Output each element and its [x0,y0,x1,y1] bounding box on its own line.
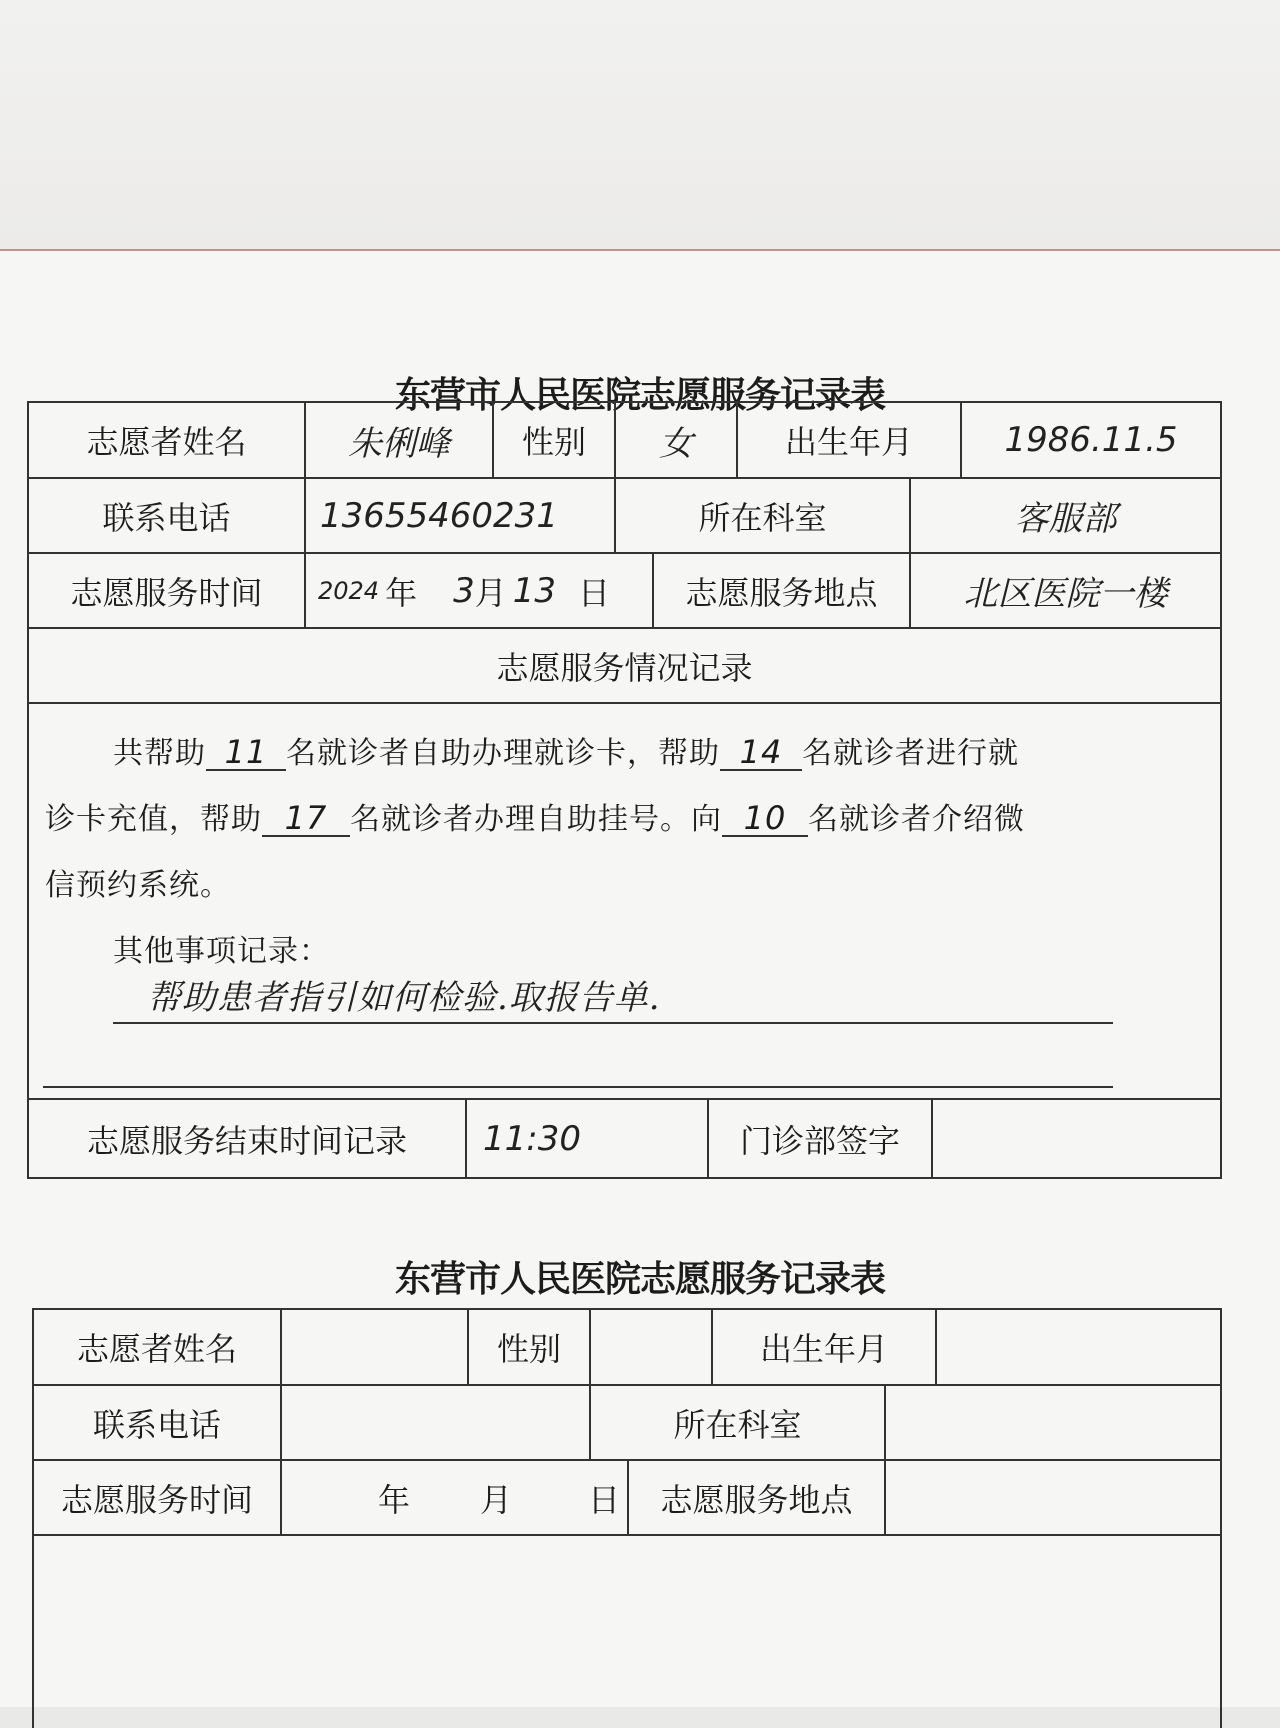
form2-value-name[interactable] [282,1310,469,1386]
form2-record-area [34,1536,1220,1706]
value-phone[interactable]: 13655460231 [306,479,616,554]
label-year: 年 [385,573,418,612]
form2-label-gender: 性别 [469,1310,591,1386]
label-month: 月 [474,573,507,612]
form2-label-month: 月 [480,1480,513,1519]
value-name[interactable]: 朱俐峰 [306,403,494,479]
record-text-1c: 名就诊者进行就 [802,736,1019,771]
record-body [29,704,1220,1100]
form2-value-phone[interactable] [282,1386,591,1461]
value-birth[interactable]: 1986.11.5 [962,403,1220,479]
form2-label-year: 年 [378,1480,411,1519]
record-sheet [0,251,1280,1707]
previous-page-strip [0,0,1280,250]
label-birth: 出生年月 [738,403,962,479]
value-signature[interactable] [933,1100,1220,1177]
label-phone: 联系电话 [29,479,306,554]
value-year: 2024 [318,576,380,605]
count-self-registration[interactable]: 17 [262,801,350,837]
form2-label-day: 日 [588,1480,621,1519]
value-service-date[interactable] [306,554,654,629]
value-dept[interactable]: 客服部 [911,479,1220,554]
form2-value-location[interactable] [886,1461,1220,1536]
record-text-2c: 名就诊者介绍微 [808,802,1025,837]
label-gender: 性别 [494,403,616,479]
other-items-text[interactable]: 帮助患者指引如何检验.取报告单. [147,978,661,1018]
count-card-applied[interactable]: 11 [206,735,286,771]
other-items-label: 其他事项记录： [113,934,330,969]
value-month: 3 [453,570,475,611]
value-location[interactable]: 北区医院一楼 [911,554,1220,629]
value-gender[interactable]: 女 [616,403,738,479]
record-text-2b: 名就诊者办理自助挂号。向 [350,802,722,837]
form2-label-phone: 联系电话 [34,1386,282,1461]
record-line-2 [45,794,1025,838]
form2-value-gender[interactable] [591,1310,713,1386]
record-text-1a: 共帮助 [113,736,206,771]
count-wechat-introduced[interactable]: 10 [722,801,808,837]
label-end-time: 志愿服务结束时间记录 [29,1100,467,1177]
form2-label-service-time: 志愿服务时间 [34,1461,282,1536]
form2-value-dept[interactable] [886,1386,1220,1461]
record-header: 志愿服务情况记录 [29,629,1220,704]
form1-table [27,401,1222,1179]
other-items-line-1 [113,1022,1113,1024]
count-card-recharged[interactable]: 14 [720,735,802,771]
form2-value-birth[interactable] [937,1310,1220,1386]
label-location: 志愿服务地点 [654,554,911,629]
other-items-line-2 [43,1086,1113,1088]
label-dept: 所在科室 [616,479,911,554]
label-name: 志愿者姓名 [29,403,306,479]
label-service-time: 志愿服务时间 [29,554,306,629]
record-text-2a: 诊卡充值，帮助 [45,802,262,837]
record-text-1b: 名就诊者自助办理就诊卡，帮助 [286,736,720,771]
form2-label-name: 志愿者姓名 [34,1310,282,1386]
form2-value-service-date[interactable] [282,1461,629,1536]
value-day: 13 [512,570,557,611]
form2-label-dept: 所在科室 [591,1386,886,1461]
label-signature: 门诊部签字 [709,1100,933,1177]
record-line-3: 信预约系统。 [45,868,231,903]
value-end-time[interactable]: 11:30 [467,1100,709,1177]
form2-table [32,1308,1222,1728]
label-day: 日 [578,573,611,612]
form2-label-birth: 出生年月 [713,1310,937,1386]
record-line-1 [113,728,1019,772]
form2-label-location: 志愿服务地点 [629,1461,886,1536]
form2-title: 东营市人民医院志愿服务记录表 [394,1258,885,1300]
form1-title: 东营市人民医院志愿服务记录表 [394,374,885,416]
